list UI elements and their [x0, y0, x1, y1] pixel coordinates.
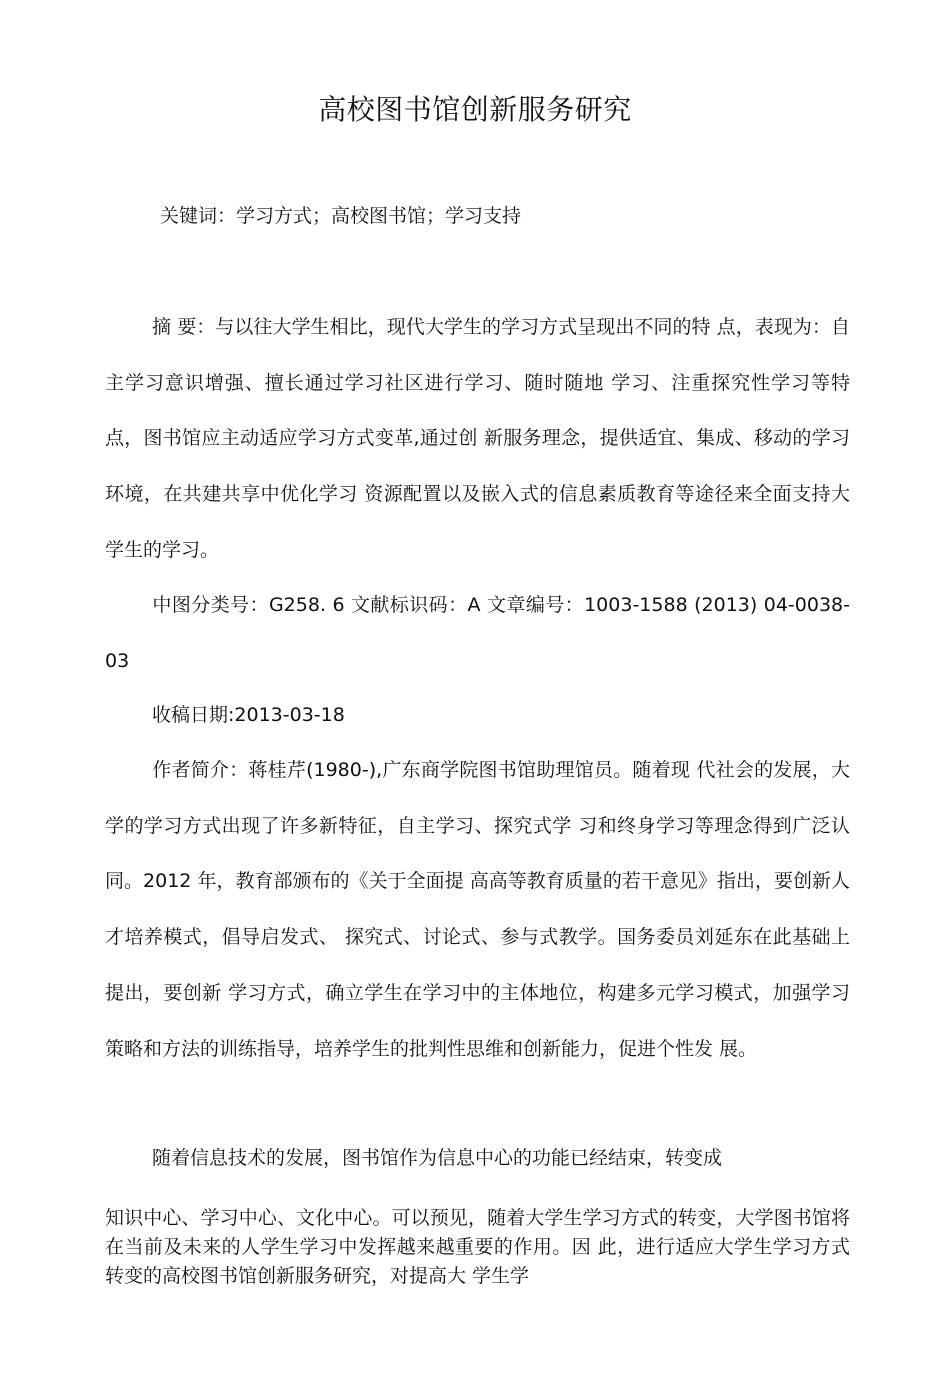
received-date-paragraph [105, 688, 850, 744]
intro-paragraph-1-text: 随着信息技术的发展，图书馆作为信息中心的功能已经结束，转变成 [152, 1147, 723, 1169]
author-intro-paragraph [105, 743, 850, 1077]
intro-paragraph-1 [105, 1131, 850, 1187]
classification-text: 中图分类号：G258. 6 文献标识码：A 文章编号：1003-1588 (2013) 04-0038-03 [105, 594, 850, 672]
intro-paragraph-2: 知识中心、学习中心、文化中心。可以预见，随着大学生学习方式的转变，大学图书馆将在当前及未来的人学生学习中发挥越来越重要的作用。因 此，进行适应大学生学习方式转变的高校图书馆创新服务研究，对提高大 学生学 [105, 1207, 850, 1287]
page-title: 高校图书馆创新服务研究 [318, 93, 632, 126]
keywords-line: 关键词：学习方式；高校图书馆；学习支持 [160, 205, 522, 227]
author-intro-text: 作者简介：蒋桂芹(1980-),广东商学院图书馆助理馆员。随着现 代社会的发展，大学的学习方式出现了许多新特征，自主学习、探究式学 习和终身学习等理念得到广泛认同。2012 年，教育部颁布的《关于全面提 高高等教育质量的若干意见》指出，要创新人才培养模式，倡导启发式、 探究式、讨论式、参与式教学。国务委员刘延东在此基础上提出，要创新 学习方式，确立学生在学习中的主体地位，构建多元学习模式，加强学习 策略和方法的训练指导，培养学生的批判性思维和创新能力，促进个性发 展。 [105, 759, 850, 1060]
abstract-paragraph [105, 300, 850, 579]
received-date-text: 收稿日期:2013-03-18 [152, 704, 345, 726]
classification-paragraph [105, 578, 850, 689]
abstract-text: 摘 要：与以往大学生相比，现代大学生的学习方式呈现出不同的特 点，表现为：自主学习意识增强、擅长通过学习社区进行学习、随时随地 学习、注重探究性学习等特点，图书馆应主动适应学习方式变革,通过创 新服务理念，提供适宜、集成、移动的学习环境，在共建共享中优化学习 资源配置以及嵌入式的信息素质教育等途径来全面支持大学生的学习。 [105, 316, 850, 561]
